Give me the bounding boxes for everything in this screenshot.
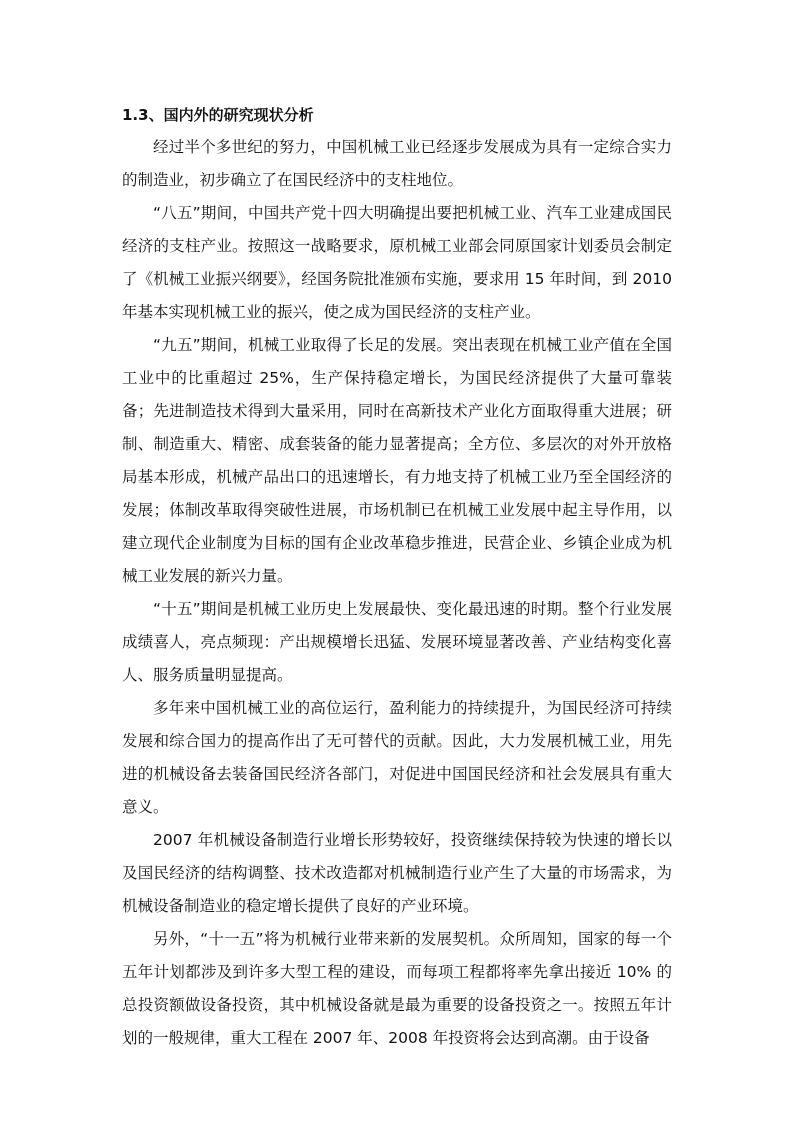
section-heading: 1.3、国内外的研究现状分析 xyxy=(122,106,314,124)
paragraph-4: “十五”期间是机械工业历史上发展最快、变化最迅速的时期。整个行业发展成绩喜人，亮点频现：产出规模增长迅猛、发展环境显著改善、产业结构变化喜人、服务质量明显提高。 xyxy=(122,600,672,684)
body-text xyxy=(122,131,672,1055)
paragraph-1: 经过半个多世纪的努力，中国机械工业已经逐步发展成为具有一定综合实力的制造业，初步确立了在国民经济中的支柱地位。 xyxy=(122,138,672,189)
paragraph-6: 2007 年机械设备制造行业增长形势较好，投资继续保持较为快速的增长以及国民经济的结构调整、技术改造都对机械制造行业产生了大量的市场需求，为机械设备制造业的稳定增长提供了良好的产业环境。 xyxy=(122,831,672,915)
paragraph-2: “八五”期间，中国共产党十四大明确提出要把机械工业、汽车工业建成国民经济的支柱产业。按照这一战略要求，原机械工业部会同原国家计划委员会制定了《机械工业振兴纲要》，经国务院批准颁布实施，要求用 15 年时间，到 2010 年基本实现机械工业的振兴，使之成为国民经济的支柱产业。 xyxy=(122,204,672,321)
paragraph-3: “九五”期间，机械工业取得了长足的发展。突出表现在机械工业产值在全国工业中的比重超过 25%，生产保持稳定增长，为国民经济提供了大量可靠装备；先进制造技术得到大量采用，同时在高新技术产业化方面取得重大进展；研制、制造重大、精密、成套装备的能力显著提高；全方位、多层次的对外开放格局基本形成，机械产品出口的迅速增长，有力地支持了机械工业乃至全国经济的发展；体制改革取得突破性进展，市场机制已在机械工业发展中起主导作用，以建立现代企业制度为目标的国有企业改革稳步推进，民营企业、乡镇企业成为机械工业发展的新兴力量。 xyxy=(122,336,672,585)
paragraph-5: 多年来中国机械工业的高位运行，盈利能力的持续提升，为国民经济可持续发展和综合国力的提高作出了无可替代的贡献。因此，大力发展机械工业，用先进的机械设备去装备国民经济各部门，对促进中国国民经济和社会发展具有重大意义。 xyxy=(122,699,672,816)
paragraph-7: 另外，“十一五”将为机械行业带来新的发展契机。众所周知，国家的每一个五年计划都涉及到许多大型工程的建设，而每项工程都将率先拿出接近 10% 的总投资额做设备投资，其中机械设备就是最为重要的设备投资之一。按照五年计划的一般规律，重大工程在 2007 年、2008 年投资将会达到高潮。由于设备 xyxy=(122,930,672,1047)
